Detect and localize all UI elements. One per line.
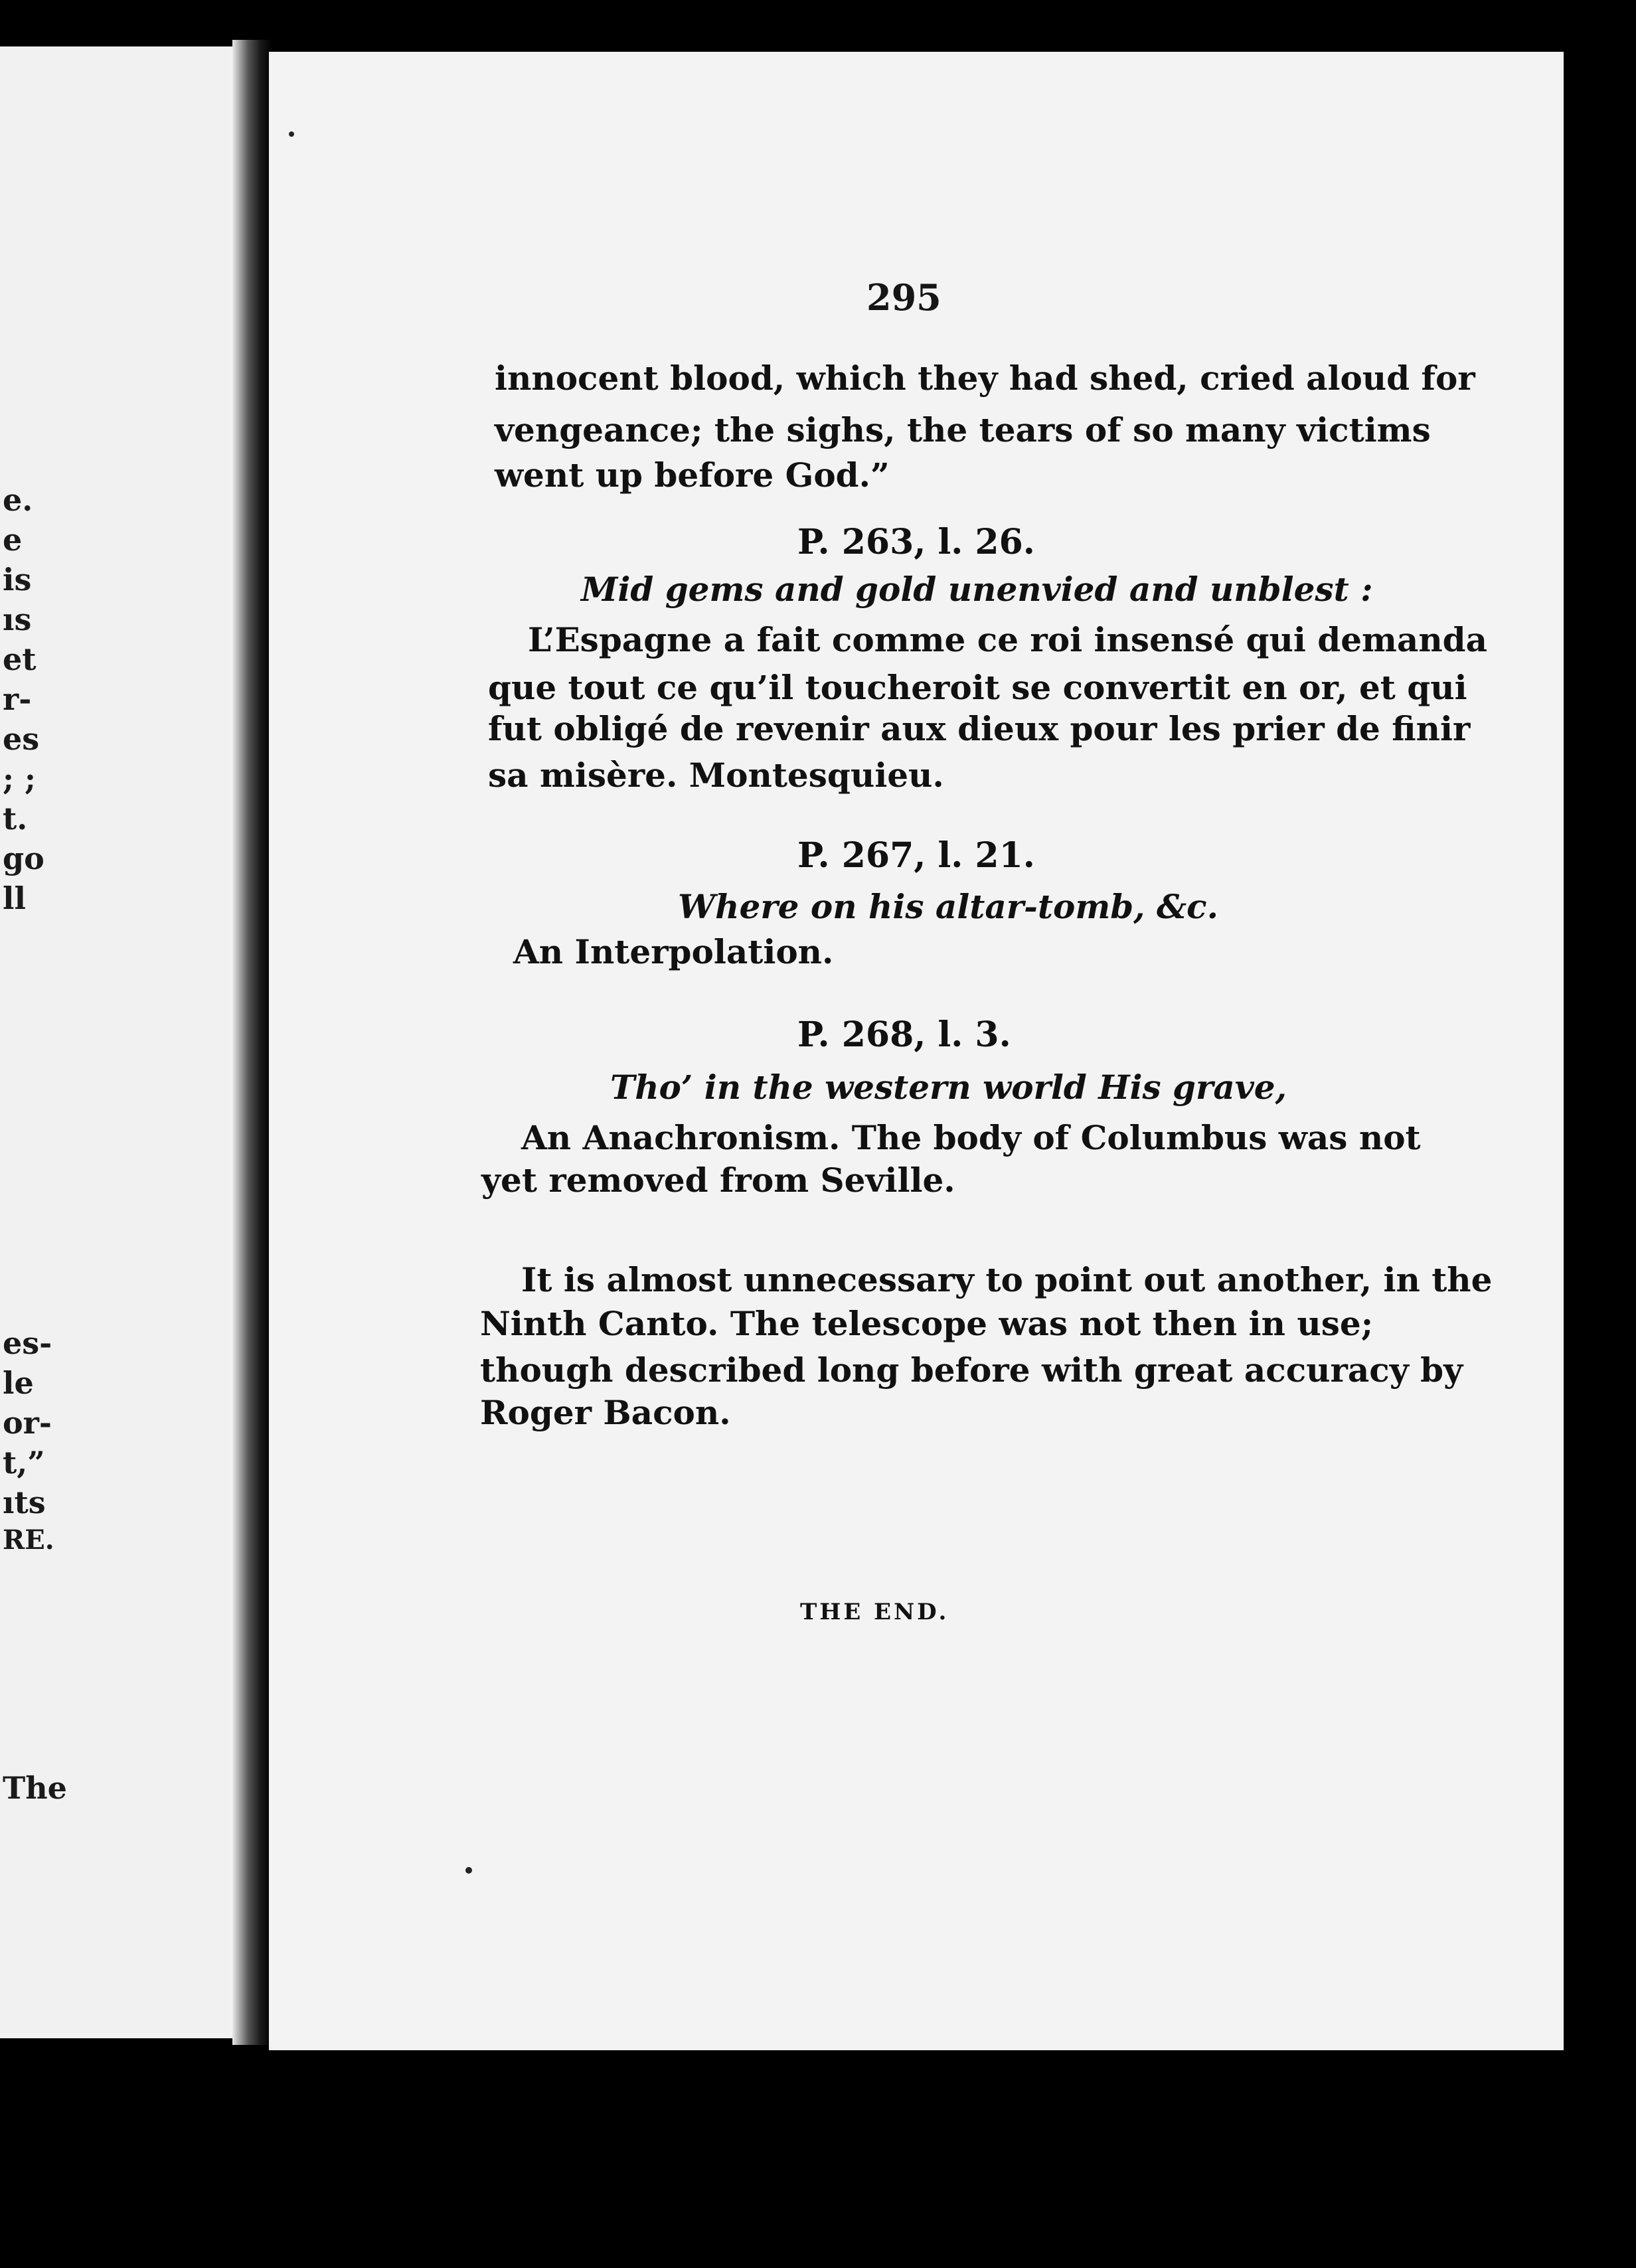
left-fragment: ; ; [3, 761, 36, 797]
text-line: fut obligé de revenir aux dieux pour les prier de finir [488, 709, 1471, 748]
ink-speck [465, 1867, 472, 1874]
ink-speck [289, 131, 294, 137]
text-line: though described long before with great accuracy by [480, 1350, 1463, 1390]
note-reference: P. 267, l. 21. [797, 835, 1035, 876]
left-fragment: le [3, 1365, 34, 1401]
note-quote: Mid gems and gold unenvied and unblest : [581, 570, 1373, 609]
page-number: 295 [866, 276, 941, 319]
text-line: An Anachronism. The body of Columbus was not [521, 1118, 1421, 1157]
left-fragment: es [3, 721, 40, 757]
binding-gutter [232, 40, 272, 2045]
note-reference: P. 268, l. 3. [797, 1014, 1011, 1055]
text-line: vengeance; the sighs, the tears of so many victims [495, 410, 1431, 449]
left-fragment: e. [3, 482, 33, 518]
left-fragment: es- [3, 1325, 52, 1361]
text-line: went up before God.” [495, 455, 890, 495]
note-quote: Where on his altar-tomb, &c. [678, 887, 1218, 926]
text-line: L’Espagne a fait comme ce roi insensé qui demanda [528, 620, 1488, 659]
left-fragment: et [3, 641, 37, 677]
left-fragment: ll [3, 880, 26, 916]
left-fragment: r- [3, 681, 32, 717]
text-line: An Interpolation. [513, 932, 834, 971]
note-reference: P. 263, l. 26. [797, 522, 1035, 562]
left-fragment: e [3, 522, 23, 558]
text-line: sa misère. Montesquieu. [488, 756, 944, 795]
text-line: Roger Bacon. [480, 1393, 731, 1432]
left-fragment: ıts [3, 1485, 46, 1520]
book-page [269, 52, 1564, 2050]
left-fragment: go [3, 841, 44, 876]
previous-page [0, 46, 242, 2038]
left-fragment: ıs [3, 602, 32, 637]
text-line: Ninth Canto. The telescope was not then in use; [480, 1304, 1374, 1343]
left-fragment: t,” [3, 1445, 45, 1481]
text-line: innocent blood, which they had shed, cried aloud for [495, 359, 1475, 398]
left-fragment: t. [3, 801, 28, 837]
text-line: It is almost unnecessary to point out another, in the [521, 1260, 1493, 1299]
left-fragment: RE. [3, 1524, 54, 1556]
left-fragment: The [3, 1770, 67, 1806]
the-end-label: THE END. [800, 1599, 949, 1625]
note-quote: Tho’ in the western world His grave, [610, 1068, 1287, 1107]
text-line: yet removed from Seville. [481, 1161, 955, 1200]
left-fragment: or- [3, 1405, 52, 1441]
text-line: que tout ce qu’il toucheroit se convertit en or, et qui [488, 668, 1467, 707]
left-fragment: is [3, 562, 32, 598]
